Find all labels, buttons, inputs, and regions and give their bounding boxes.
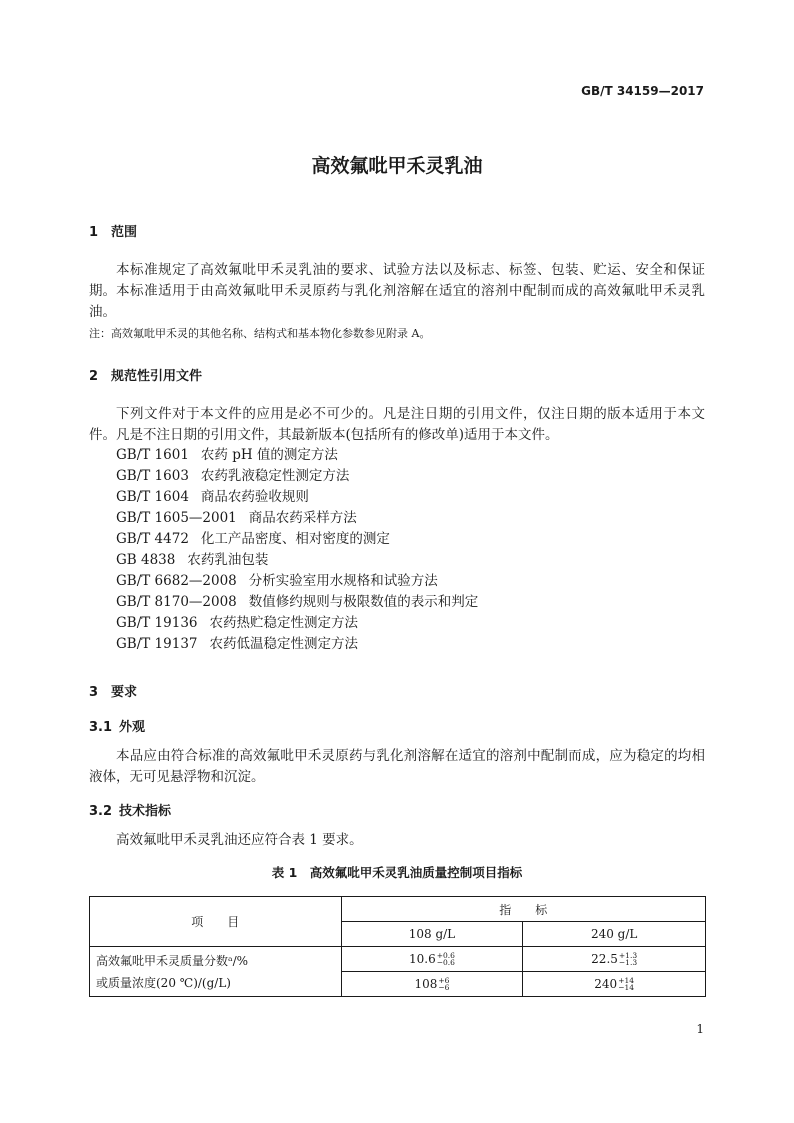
section-3-heading <box>89 681 137 700</box>
section-3-2-heading <box>89 800 171 819</box>
section-number: 3.2 <box>89 804 113 819</box>
table-row <box>90 897 706 922</box>
quality-index-table <box>89 896 706 997</box>
mass-fraction-240: 22.5 +1.3 −1.3 <box>523 947 706 972</box>
list-item: GB/T 1601 农药 pH 值的测定方法 <box>116 447 338 463</box>
list-item: GB/T 6682—2008 分析实验室用水规格和试验方法 <box>116 573 438 589</box>
row-label <box>90 947 342 997</box>
table-caption: 表 1 高效氟吡甲禾灵乳油质量控制项目指标 <box>271 865 523 880</box>
scope-note: 注：高效氟吡甲禾灵的其他名称、结构式和基本物化参数参见附录 A。 <box>89 327 431 340</box>
list-item: GB/T 8170—2008 数值修约规则与极限数值的表示和判定 <box>116 594 479 610</box>
section-number: 1 <box>89 225 99 240</box>
reference-list <box>116 445 478 655</box>
list-item: GB 4838 农药乳油包装 <box>116 552 269 568</box>
page-number: 1 <box>696 1022 704 1036</box>
references-intro: 下列文件对于本文件的应用是必不可少的。凡是注日期的引用文件，仅注日期的版本适用于本文件。凡是不注日期的引用文件，其最新版本(包括所有的修改单)适用于本文件。 <box>89 406 705 443</box>
appearance-paragraph: 本品应由符合标准的高效氟吡甲禾灵原药与乳化剂溶解在适宜的溶剂中配制而成，应为稳定的均相液体，无可见悬浮物和沉淀。 <box>89 748 705 785</box>
specs-paragraph: 高效氟吡甲禾灵乳油还应符合表 1 要求。 <box>116 832 363 848</box>
section-title: 要求 <box>111 685 138 700</box>
list-item: GB/T 4472 化工产品密度、相对密度的测定 <box>116 531 390 547</box>
table-row <box>90 947 706 972</box>
mass-fraction-108: 10.6 +0.6 −0.6 <box>341 947 523 972</box>
section-number: 2 <box>89 369 99 384</box>
list-item: GB/T 1605—2001 商品农药采样方法 <box>116 510 357 526</box>
list-item: GB/T 19137 农药低温稳定性测定方法 <box>116 636 358 652</box>
list-item: GB/T 1604 商品农药验收规则 <box>116 489 309 505</box>
row-label-line: 或质量浓度(20 ℃)/(g/L) <box>96 975 231 990</box>
section-title: 范围 <box>111 225 138 240</box>
section-2-heading <box>89 365 202 384</box>
section-title: 技术指标 <box>119 804 172 819</box>
section-title: 外观 <box>119 720 146 735</box>
section-3-1-heading <box>89 716 145 735</box>
section-1-heading <box>89 221 137 240</box>
mass-concentration-108: 108 +6 −6 <box>341 972 523 997</box>
section-number: 3.1 <box>89 720 113 735</box>
row-label-line: 高效氟吡甲禾灵质量分数ᵃ/% <box>96 953 249 968</box>
header-240: 240 g/L <box>523 922 706 947</box>
document-title: 高效氟吡甲禾灵乳油 <box>311 155 483 177</box>
section-title: 规范性引用文件 <box>111 369 203 384</box>
mass-concentration-240: 240 +14 −14 <box>523 972 706 997</box>
list-item: GB/T 19136 农药热贮稳定性测定方法 <box>116 615 358 631</box>
header-108: 108 g/L <box>341 922 523 947</box>
list-item: GB/T 1603 农药乳液稳定性测定方法 <box>116 468 350 484</box>
standard-number: GB/T 34159—2017 <box>581 84 704 98</box>
scope-paragraph-2: 本标准适用于由高效氟吡甲禾灵原药与乳化剂溶解在适宜的溶剂中配制而成的高效氟吡甲禾灵乳油。 <box>89 283 705 320</box>
header-index: 指 标 <box>341 897 705 922</box>
scope-paragraph-1: 本标准规定了高效氟吡甲禾灵乳油的要求、试验方法以及标志、标签、包装、贮运、安全和保证期。 <box>89 262 705 299</box>
section-number: 3 <box>89 685 99 700</box>
header-item: 项 目 <box>90 897 342 947</box>
